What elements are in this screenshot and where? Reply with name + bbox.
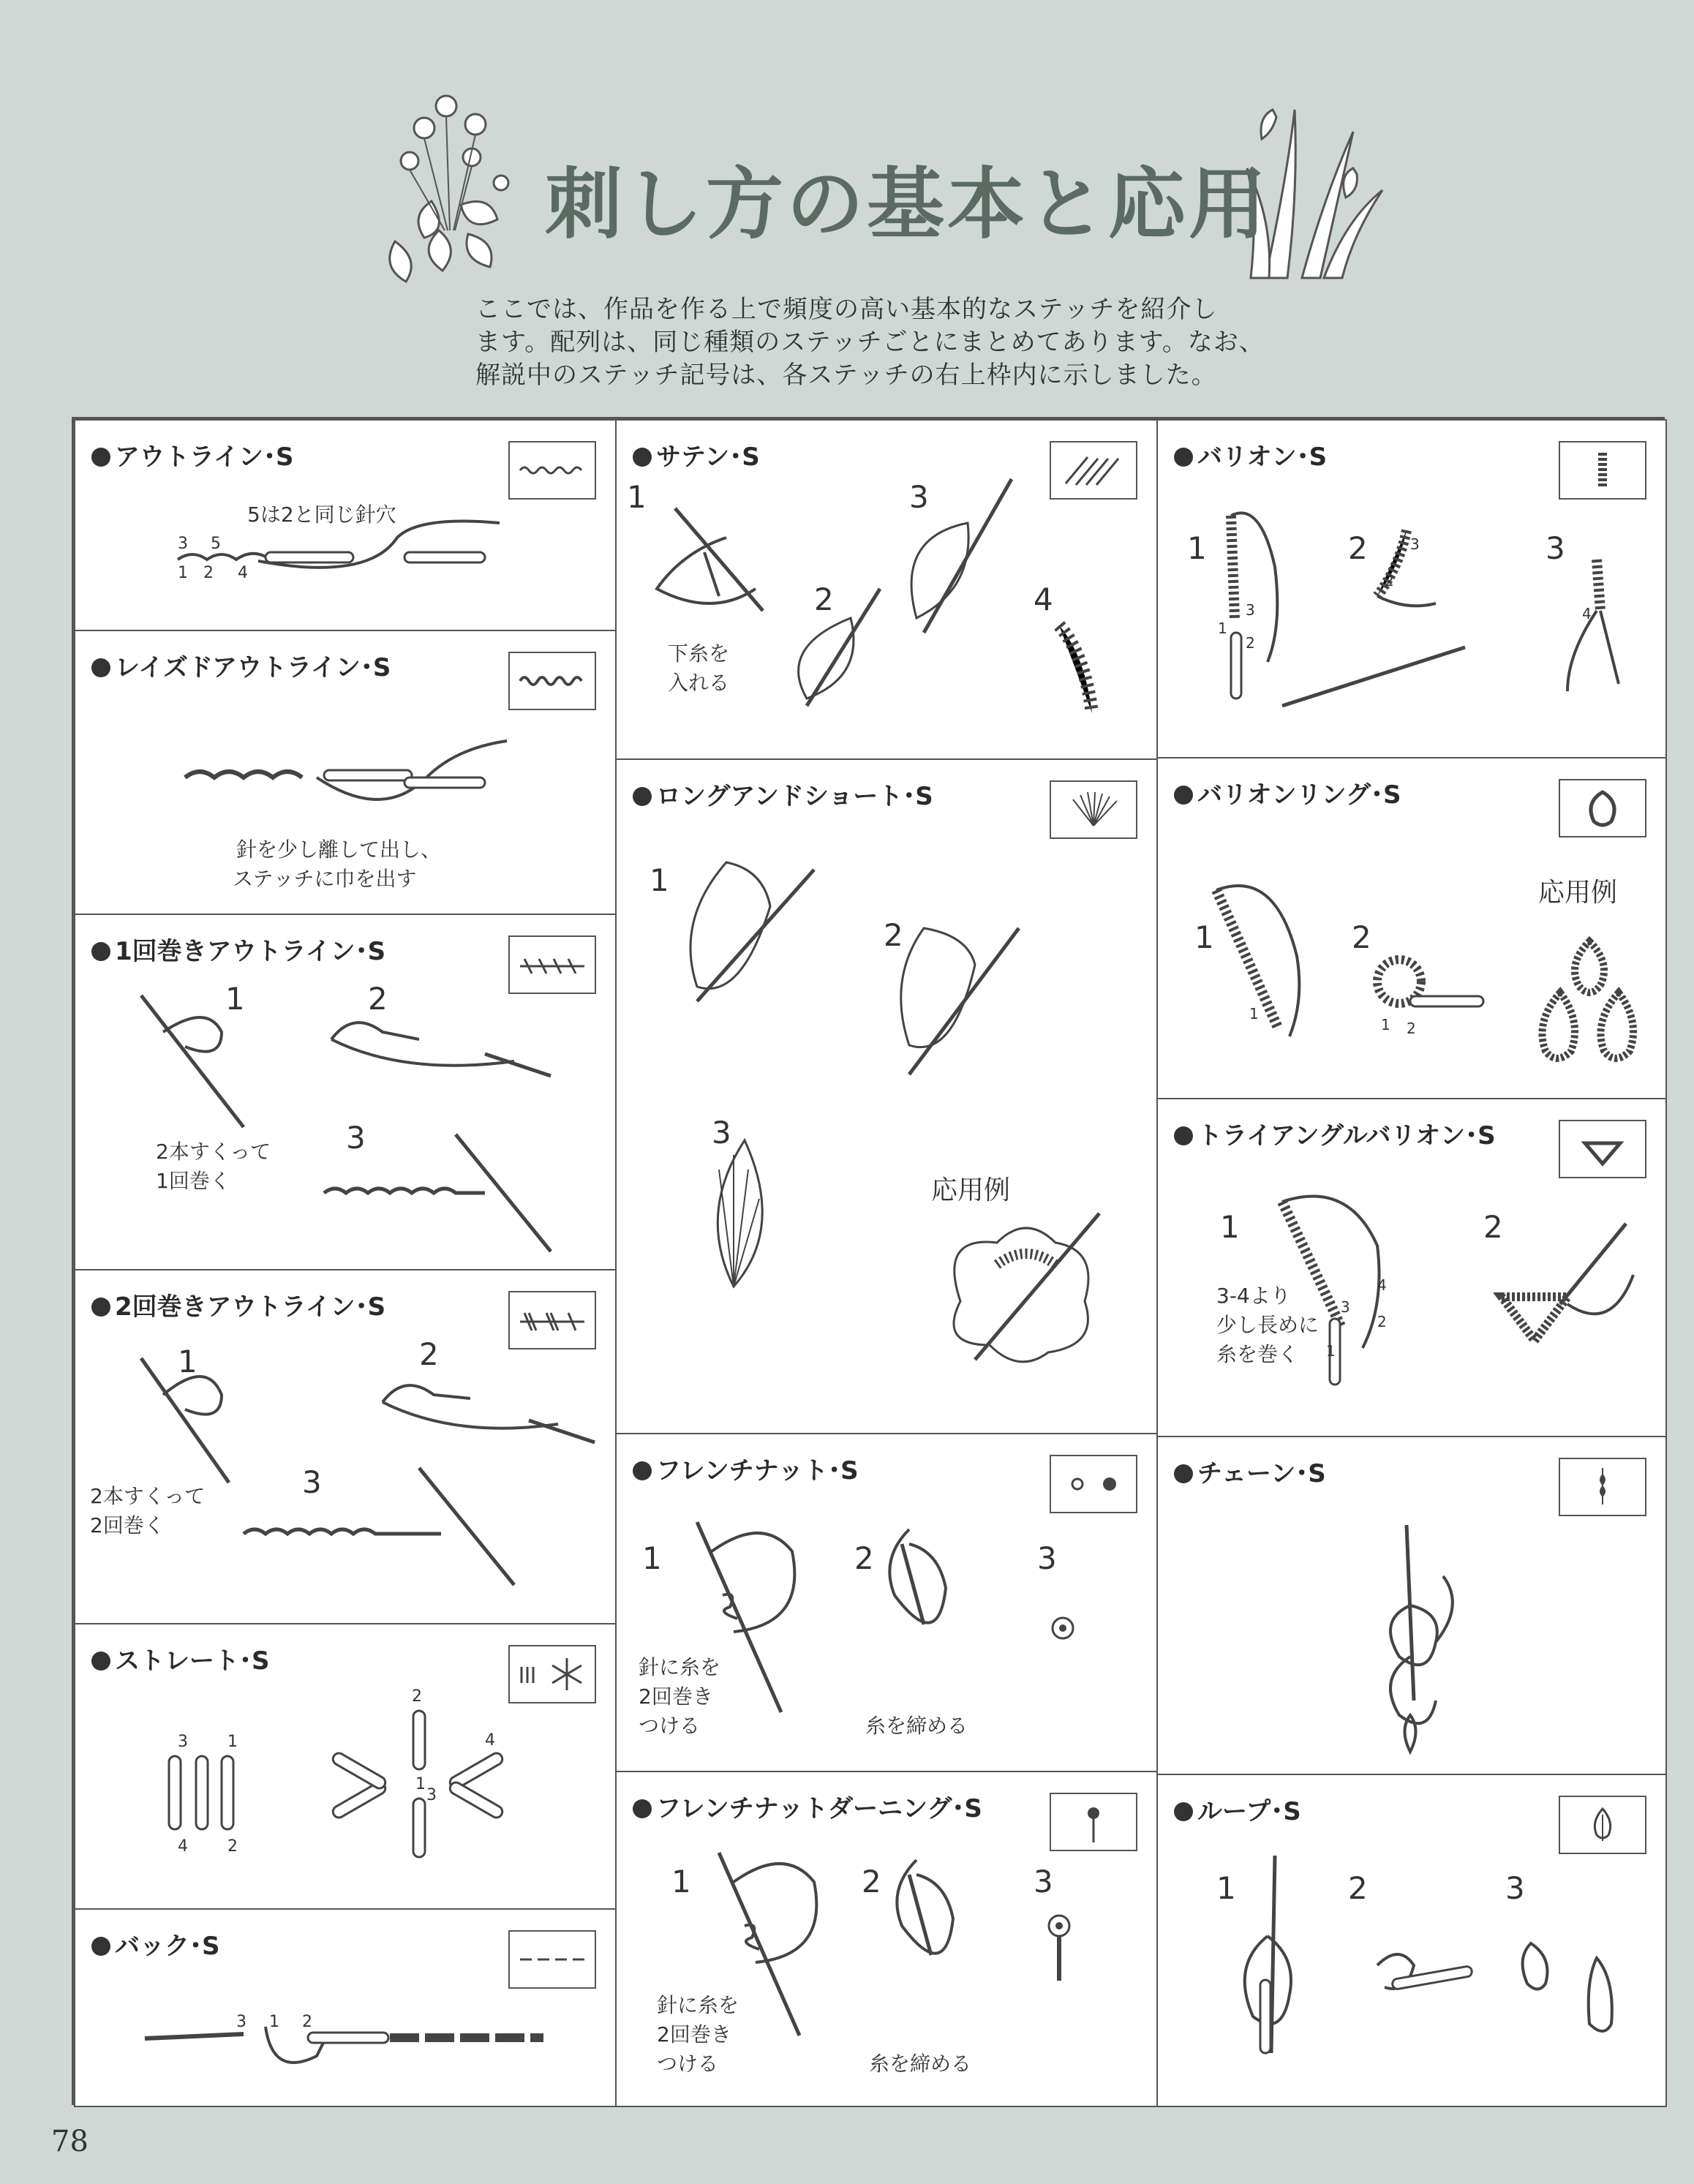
long-short-diagram	[617, 760, 1159, 1436]
triangle-bullion-diagram	[1158, 1099, 1668, 1439]
long-and-short-stitch-card: ロングアンドショート･S 1 2 3 応用例	[615, 758, 1158, 1434]
loop-stitch-card: ループ･S 1 2 3	[1156, 1774, 1667, 2107]
card-title: レイズドアウトライン･S	[91, 647, 391, 683]
page-number: 78	[51, 2125, 89, 2158]
bullion-stitch-card: バリオン･S 1 2 3 3 1 2 3 2 4	[1156, 419, 1667, 758]
satin-stitch-card: サテン･S 1 2 3 4 下糸を 入れる	[615, 419, 1158, 760]
straight-stitch-card: ストレート･S 3 1 4 2 2 4 1 3	[74, 1623, 617, 1910]
page-title: 刺し方の基本と応用	[545, 159, 1269, 249]
card-title: ストレート･S	[91, 1641, 270, 1676]
loop-diagram	[1158, 1775, 1668, 2109]
french-knot-darning-card: フレンチナットダーニング･S 1 2 3 針に糸を 2回巻き つける 糸を締める	[615, 1771, 1158, 2107]
card-title: フレンチナットダーニング･S	[633, 1788, 982, 1824]
straight-diagram	[75, 1624, 618, 1911]
card-title: ループ･S	[1174, 1791, 1301, 1827]
card-title: バック･S	[91, 1926, 220, 1962]
card-title: 1回巻きアウトライン･S	[91, 931, 385, 967]
bullion-diagram	[1158, 421, 1668, 760]
chain-diagram	[1158, 1437, 1668, 1777]
whipped-outline-1-card: 1回巻きアウトライン･S 1 2 3 2本すくって 1回巻く	[74, 914, 617, 1270]
card-title: サテン･S	[633, 437, 760, 472]
raised-outline-stitch-card: レイズドアウトライン･S 針を少し離して出し、 ステッチに巾を出す	[74, 630, 617, 915]
intro-line-3: 解説中のステッチ記号は、各ステッチの右上枠内に示しました。	[475, 361, 1217, 390]
note: 5は2と同じ針穴	[247, 502, 396, 527]
card-title: トライアングルバリオン･S	[1174, 1115, 1496, 1151]
back-diagram	[75, 1910, 618, 2109]
stitch-grid	[72, 417, 1665, 2105]
card-title: バリオン･S	[1174, 437, 1327, 472]
card-title: バリオンリング･S	[1174, 775, 1401, 810]
chain-stitch-card	[1156, 1436, 1667, 1775]
outline-stitch-card: アウトライン･S 5は2と同じ針穴 3 5 1 2 4	[74, 419, 617, 631]
bullion-ring-card: バリオンリング･S 1 2 応用例 1 1 2	[1156, 757, 1667, 1099]
back-stitch-card: バック･S 3 1 2	[74, 1908, 617, 2107]
bullion-ring-diagram	[1158, 758, 1668, 1101]
french-knot-card: フレンチナット･S 1 2 3 針に糸を 2回巻き つける 糸を締める	[615, 1433, 1158, 1772]
outline-diagram	[75, 421, 618, 633]
card-title: 2回巻きアウトライン･S	[91, 1287, 385, 1322]
flower-illustration-left	[380, 84, 527, 289]
intro-line-2: ます。配列は、同じ種類のステッチごとにまとめてあります。なお、	[475, 328, 1265, 357]
triangle-bullion-card: トライアングルバリオン･S 1 2 3-4より 少し長めに 糸を巻く 4 3 2 1	[1156, 1098, 1667, 1437]
satin-diagram	[617, 421, 1159, 761]
card-title: アウトライン･S	[91, 437, 293, 472]
intro-line-1: ここでは、作品を作る上で頻度の高い基本的なステッチを紹介し	[475, 295, 1218, 324]
card-title: チェーン･S	[1174, 1453, 1326, 1489]
card-title: フレンチナット･S	[633, 1450, 859, 1486]
card-title: ロングアンドショート･S	[633, 776, 933, 812]
whipped-outline-2-diagram	[75, 1270, 618, 1626]
whipped-outline-1-diagram	[75, 915, 618, 1272]
whipped-outline-2-card: 2回巻きアウトライン･S 1 2 3 2本すくって 2回巻く	[74, 1269, 617, 1624]
